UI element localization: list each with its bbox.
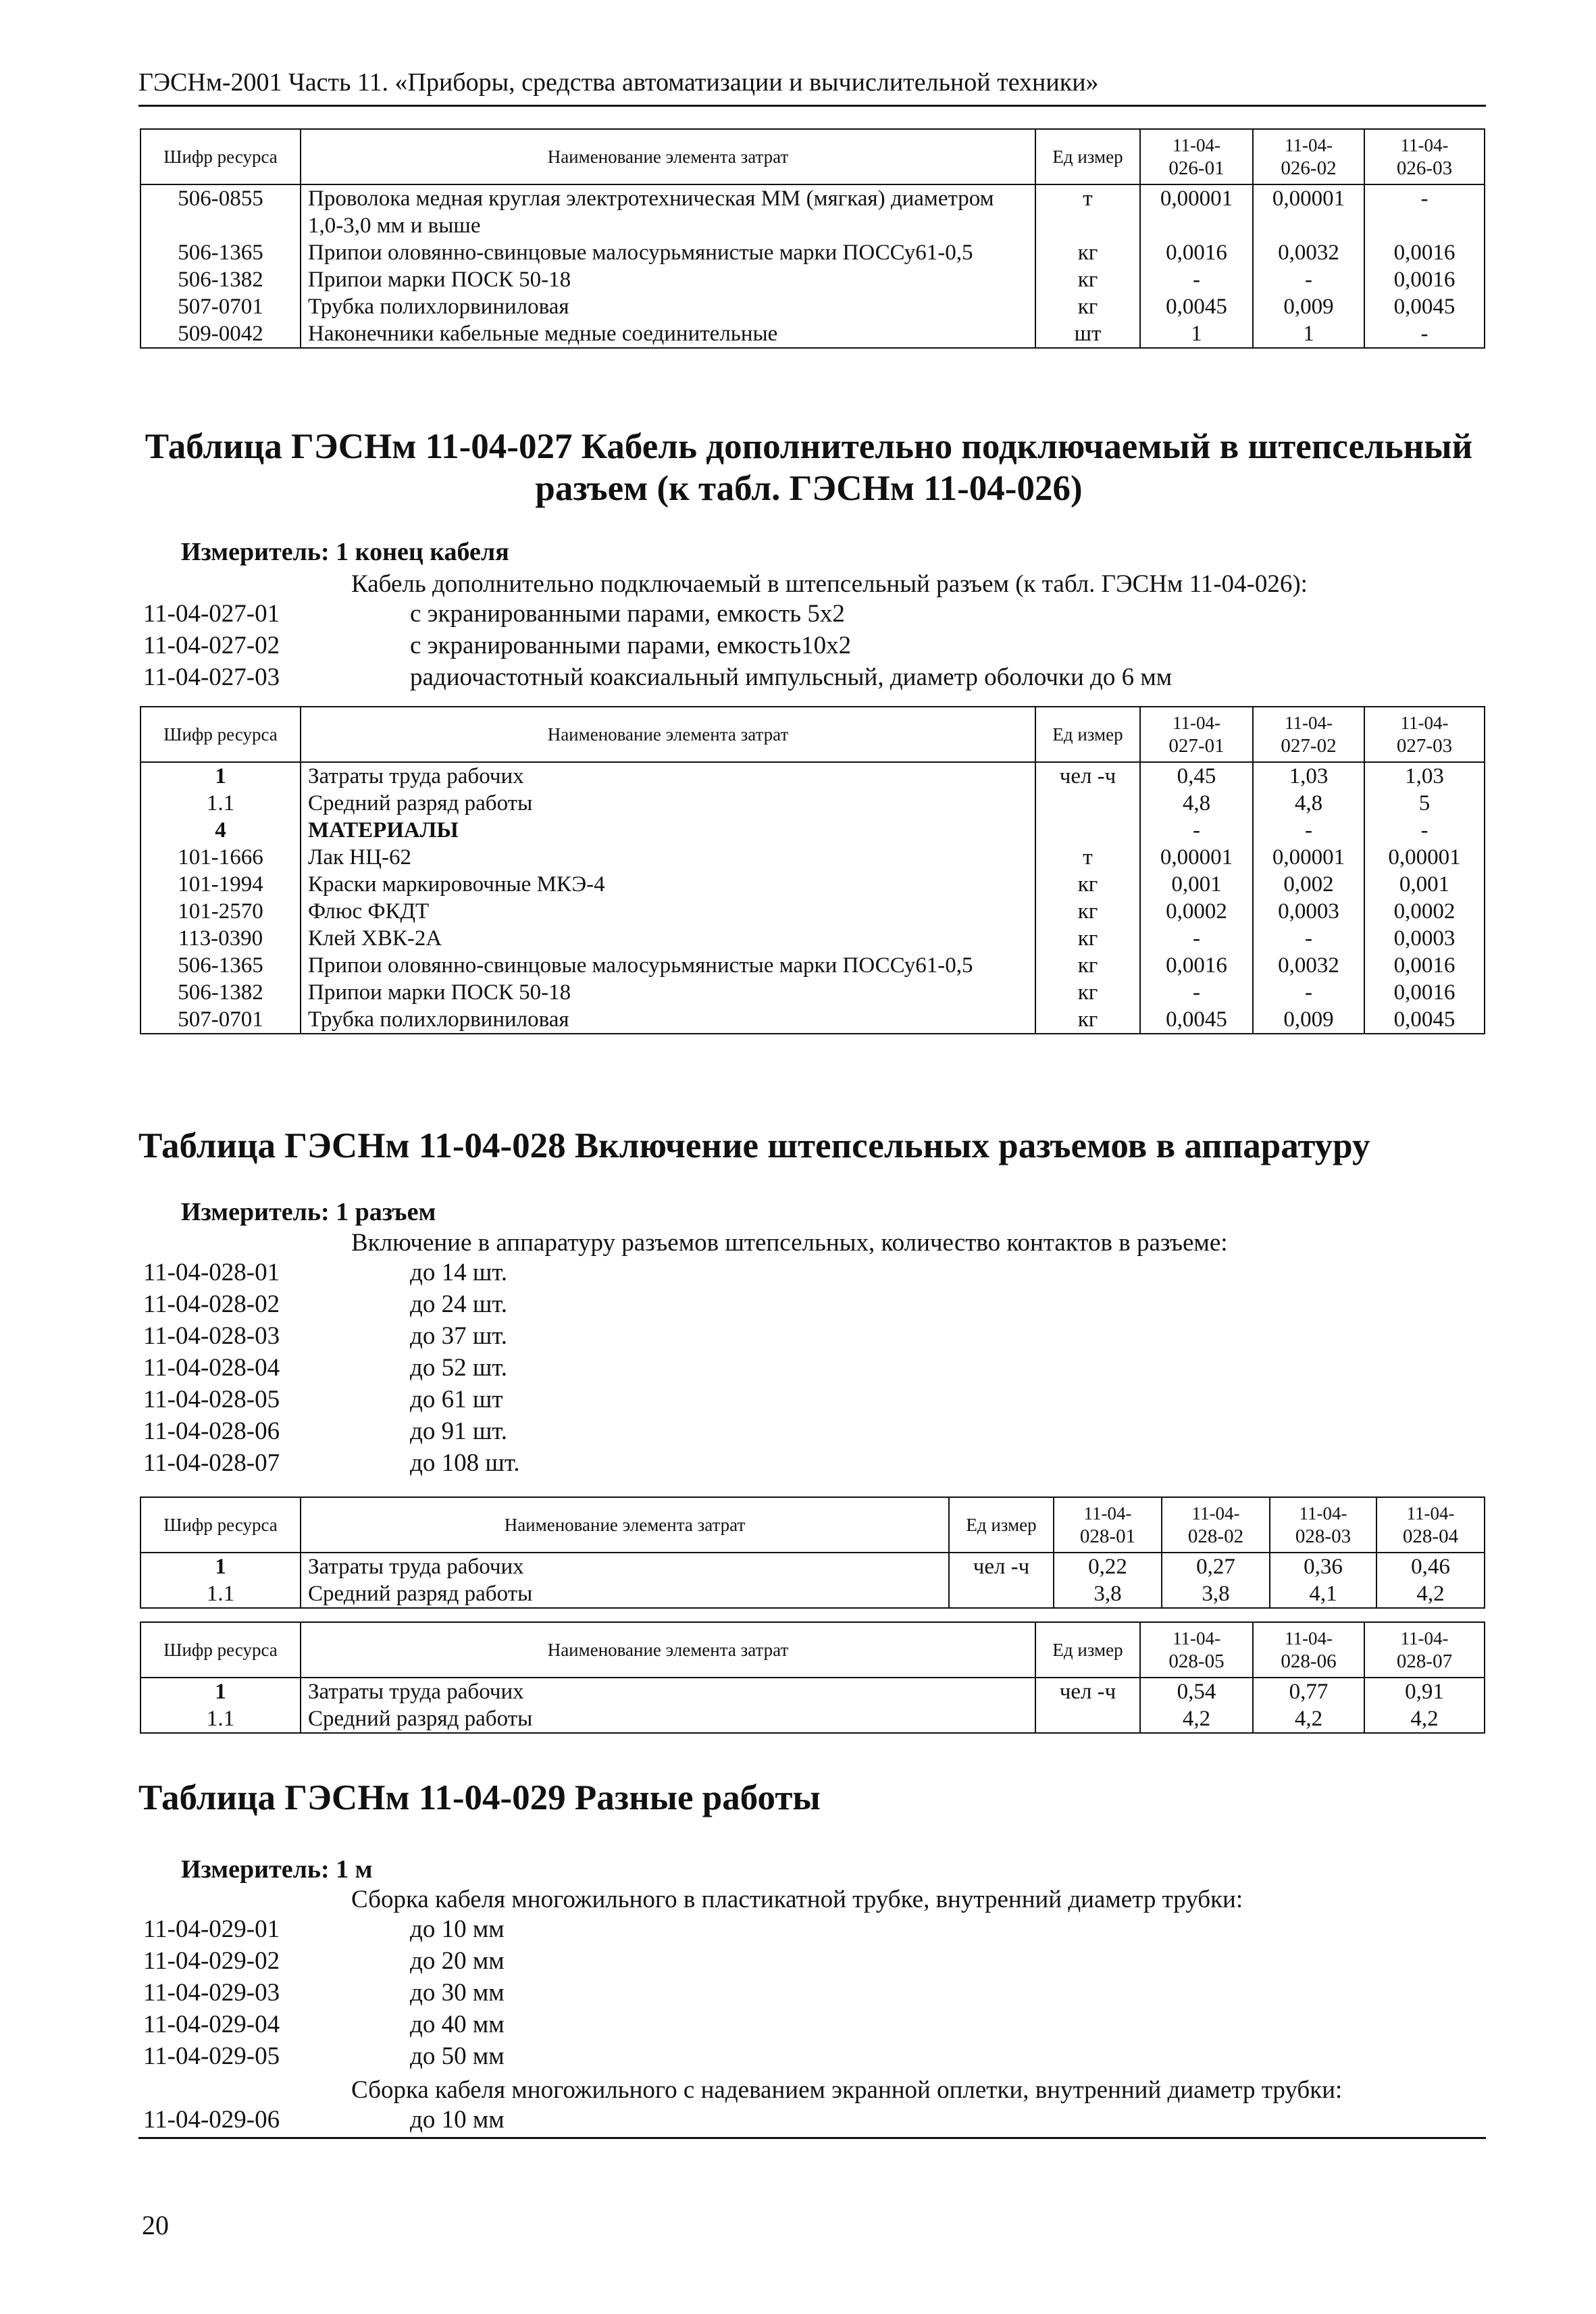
cell-name: Средний разряд работы [301, 1705, 1035, 1733]
col-header-v1 [1140, 129, 1253, 184]
cell-unit: т [1035, 844, 1140, 871]
col-header-code: Шифр ресурса [140, 1622, 301, 1678]
cell-name: Затраты труда рабочих [301, 1553, 949, 1580]
table-row [140, 320, 1485, 348]
col-header-name: Наименование элемента затрат [301, 707, 1035, 762]
cell-value: 1,03 [1364, 762, 1485, 790]
cell-name: МАТЕРИАЛЫ [301, 817, 1035, 844]
table-row [140, 979, 1485, 1006]
col-header-v4-bottom: 028-04 [1402, 1526, 1459, 1547]
col-header-v3-bottom: 028-07 [1396, 1651, 1453, 1672]
col-header-v1 [1140, 1622, 1253, 1678]
col-header-v2-top: 11-04- [1285, 713, 1333, 733]
item-desc: с экранированными парами, емкость10х2 [410, 632, 852, 659]
col-header-name: Наименование элемента затрат [301, 1497, 949, 1553]
cell-code: 4 [140, 817, 301, 844]
col-header-v2 [1162, 1497, 1270, 1553]
cell-unit [1035, 817, 1140, 844]
cell-value: 3,8 [1054, 1580, 1162, 1608]
cell-value: 1,03 [1253, 762, 1364, 790]
col-header-v3-top: 11-04- [1400, 713, 1449, 733]
cell-value: 4,2 [1253, 1705, 1364, 1733]
col-header-v1-bottom: 028-05 [1168, 1651, 1225, 1672]
cell-value: 0,77 [1253, 1678, 1364, 1705]
table-row [140, 790, 1485, 817]
item-code: 11-04-028-05 [143, 1386, 280, 1413]
cell-name: Клей ХВК-2А [301, 925, 1035, 952]
cell-name: Припои оловянно-свинцовые малосурьмянистые марки ПОССу61-0,5 [301, 952, 1035, 979]
cell-value: 0,46 [1376, 1553, 1485, 1580]
cell-name: Затраты труда рабочих [301, 762, 1035, 790]
col-header-unit: Ед измер [1035, 707, 1140, 762]
table-row [140, 952, 1485, 979]
item-code: 11-04-029-02 [143, 1947, 280, 1975]
section-intro-027: Кабель дополнительно подключаемый в штепсельный разъем (к табл. ГЭСНм 11-04-026): [351, 570, 1308, 598]
cell-unit: кг [1035, 266, 1140, 293]
cell-value: 1 [1140, 320, 1253, 348]
item-desc: до 20 мм [410, 1947, 505, 1975]
cell-value: 0,009 [1253, 293, 1364, 320]
col-header-v1-top: 11-04- [1083, 1503, 1132, 1524]
col-header-v3-bottom: 026-03 [1396, 157, 1453, 179]
cell-value: 0,00001 [1140, 844, 1253, 871]
list-item [143, 1288, 519, 1320]
col-header-v3-top: 11-04- [1299, 1503, 1347, 1524]
col-header-code: Шифр ресурса [140, 707, 301, 762]
table-row [140, 762, 1485, 790]
col-header-v2-bottom: 028-06 [1281, 1651, 1337, 1672]
table-028b [140, 1621, 1485, 1734]
cell-value: 0,54 [1140, 1678, 1253, 1705]
cell-name: Припои оловянно-свинцовые малосурьмянистые марки ПОССу61-0,5 [301, 239, 1035, 266]
list-item [143, 1913, 505, 1945]
col-header-v3-bottom: 027-03 [1396, 735, 1453, 757]
table-row [140, 898, 1485, 925]
cell-value: - [1140, 266, 1253, 293]
item-desc: до 40 мм [410, 2011, 505, 2038]
cell-value: 0,45 [1140, 762, 1253, 790]
cell-name: Средний разряд работы [301, 790, 1035, 817]
cell-unit: чел -ч [949, 1553, 1054, 1580]
cell-value: - [1364, 320, 1485, 348]
item-desc: до 50 мм [410, 2042, 505, 2070]
cell-code: 509-0042 [140, 320, 301, 348]
list-item [143, 630, 1172, 661]
cell-value: 0,0032 [1253, 952, 1364, 979]
cell-name: Припои марки ПОСК 50-18 [301, 979, 1035, 1006]
table-row [140, 1678, 1485, 1705]
cell-code: 506-1365 [140, 239, 301, 266]
table-row [140, 1006, 1485, 1034]
cell-value: 0,0045 [1140, 1006, 1253, 1034]
cell-code: 506-1365 [140, 952, 301, 979]
col-header-v3-top: 11-04- [1400, 135, 1449, 155]
code-list-029-2 [143, 2104, 505, 2136]
cell-value: - [1253, 979, 1364, 1006]
item-code: 11-04-029-05 [143, 2042, 280, 2070]
cell-unit: чел -ч [1035, 1678, 1140, 1705]
col-header-v2 [1253, 1622, 1364, 1678]
cell-value: 0,0032 [1253, 239, 1364, 266]
unit-label: Измеритель: [181, 1198, 330, 1226]
table-row [140, 184, 1485, 239]
cell-value: - [1364, 184, 1485, 239]
col-header-v2-bottom: 028-02 [1187, 1526, 1244, 1547]
cell-name: Припои марки ПОСК 50-18 [301, 266, 1035, 293]
table-row [140, 293, 1485, 320]
cell-value: 0,36 [1270, 1553, 1376, 1580]
cell-name: Затраты труда рабочих [301, 1678, 1035, 1705]
cell-value: 0,001 [1140, 871, 1253, 898]
cell-value: - [1253, 266, 1364, 293]
cell-unit: шт [1035, 320, 1140, 348]
cell-value: 0,0045 [1364, 1006, 1485, 1034]
header-rule [138, 105, 1486, 107]
cell-code: 1 [140, 1678, 301, 1705]
cell-name: Лак НЦ-62 [301, 844, 1035, 871]
item-desc: до 30 мм [410, 1979, 505, 2007]
cell-value: 0,0016 [1364, 266, 1485, 293]
col-header-v2-bottom: 027-02 [1281, 735, 1337, 757]
cell-value: 0,00001 [1253, 184, 1364, 239]
cell-unit [1035, 790, 1140, 817]
cell-value: 0,91 [1364, 1678, 1485, 1705]
col-header-code: Шифр ресурса [140, 129, 301, 184]
cell-unit: кг [1035, 979, 1140, 1006]
item-desc: до 52 шт. [410, 1354, 507, 1382]
unit-label: Измеритель: [181, 1855, 330, 1884]
cell-unit [949, 1580, 1054, 1608]
cell-value: 0,27 [1162, 1553, 1270, 1580]
item-code: 11-04-029-01 [143, 1915, 280, 1943]
col-header-v2 [1253, 129, 1364, 184]
col-header-v1 [1054, 1497, 1162, 1553]
item-desc: до 24 шт. [410, 1290, 507, 1318]
cell-value: - [1140, 817, 1253, 844]
page-header: ГЭСНм-2001 Часть 11. «Приборы, средства автоматизации и вычислительной техники» [138, 68, 1099, 97]
item-code: 11-04-029-03 [143, 1979, 280, 2007]
cell-code: 1.1 [140, 790, 301, 817]
unit-value: 1 конец кабеля [336, 538, 509, 566]
item-code: 11-04-028-03 [143, 1322, 280, 1350]
col-header-v2-top: 11-04- [1191, 1503, 1240, 1524]
cell-value: - [1140, 925, 1253, 952]
item-desc: до 91 шт. [410, 1417, 507, 1445]
list-item [143, 598, 1172, 630]
cell-value: - [1253, 817, 1364, 844]
section-intro-028: Включение в аппаратуру разъемов штепсельных, количество контактов в разъеме: [351, 1229, 1228, 1257]
col-header-unit: Ед измер [1035, 129, 1140, 184]
table-row [140, 1553, 1485, 1580]
table-row [140, 844, 1485, 871]
unit-label: Измеритель: [181, 538, 330, 566]
item-code: 11-04-028-06 [143, 1417, 280, 1445]
col-header-v4-top: 11-04- [1406, 1503, 1455, 1524]
cell-value: - [1364, 817, 1485, 844]
list-item [143, 2009, 505, 2040]
cell-value: 3,8 [1162, 1580, 1270, 1608]
cell-value: 0,0003 [1364, 925, 1485, 952]
item-code: 11-04-029-06 [143, 2106, 280, 2134]
item-code: 11-04-027-02 [143, 632, 280, 659]
col-header-v2-top: 11-04- [1285, 135, 1333, 155]
item-code: 11-04-028-02 [143, 1290, 280, 1318]
table-row [140, 266, 1485, 293]
cell-value: 0,0016 [1364, 979, 1485, 1006]
page-number: 20 [142, 2210, 169, 2240]
cell-code: 113-0390 [140, 925, 301, 952]
col-header-v1-top: 11-04- [1173, 1628, 1220, 1649]
cell-value: 0,001 [1364, 871, 1485, 898]
col-header-v3 [1364, 1622, 1485, 1678]
col-header-unit: Ед измер [949, 1497, 1054, 1553]
cell-value: 0,0016 [1140, 239, 1253, 266]
cell-value: 0,0016 [1364, 952, 1485, 979]
col-header-v1-bottom: 027-01 [1168, 735, 1225, 757]
section-intro-029: Сборка кабеля многожильного в пластикатной трубке, внутренний диаметр трубки: [351, 1886, 1243, 1913]
table-027 [140, 706, 1485, 1034]
col-header-name: Наименование элемента затрат [301, 129, 1035, 184]
cell-unit: кг [1035, 293, 1140, 320]
cell-value: 0,009 [1253, 1006, 1364, 1034]
unit-line-029 [181, 1855, 373, 1884]
code-list-029 [143, 1913, 505, 2072]
cell-value: 4,2 [1364, 1705, 1485, 1733]
cell-value: 0,0002 [1140, 898, 1253, 925]
cell-name: Трубка полихлорвиниловая [301, 1006, 1035, 1034]
code-list-028 [143, 1257, 519, 1479]
table-026 [140, 128, 1485, 349]
cell-unit: кг [1035, 1006, 1140, 1034]
list-item [143, 1945, 505, 1977]
cell-value: 4,2 [1376, 1580, 1485, 1608]
cell-value: 0,0016 [1364, 239, 1485, 266]
item-desc: с экранированными парами, емкость 5х2 [410, 600, 845, 628]
col-header-v2-bottom: 026-02 [1281, 157, 1337, 179]
section-title-029: Таблица ГЭСНм 11-04-029 Разные работы [138, 1778, 821, 1817]
cell-unit: кг [1035, 871, 1140, 898]
cell-value: 4,1 [1270, 1580, 1376, 1608]
list-item [143, 1415, 519, 1447]
cell-code: 1.1 [140, 1705, 301, 1733]
cell-value: - [1253, 925, 1364, 952]
cell-value: 0,00001 [1140, 184, 1253, 239]
col-header-v1-bottom: 026-01 [1168, 157, 1225, 179]
cell-code: 101-2570 [140, 898, 301, 925]
cell-value: 5 [1364, 790, 1485, 817]
col-header-v1-top: 11-04- [1173, 135, 1220, 155]
cell-unit: кг [1035, 925, 1140, 952]
cell-value: 0,22 [1054, 1553, 1162, 1580]
col-header-v3 [1364, 129, 1485, 184]
cell-value: 4,8 [1253, 790, 1364, 817]
cell-value: 4,2 [1140, 1705, 1253, 1733]
unit-value: 1 разъем [336, 1198, 436, 1226]
cell-name: Краски маркировочные МКЭ-4 [301, 871, 1035, 898]
item-desc: радиочастотный коаксиальный импульсный, диаметр оболочки до 6 мм [410, 663, 1173, 691]
col-header-v4 [1376, 1497, 1485, 1553]
table-row [140, 817, 1485, 844]
cell-name: Наконечники кабельные медные соединительные [301, 320, 1035, 348]
item-code: 11-04-027-01 [143, 600, 280, 628]
cell-name: Трубка полихлорвиниловая [301, 293, 1035, 320]
col-header-v3 [1364, 707, 1485, 762]
list-item [143, 1352, 519, 1384]
cell-name: Флюс ФКДТ [301, 898, 1035, 925]
list-item [143, 1447, 519, 1479]
cell-value: - [1140, 979, 1253, 1006]
col-header-v3 [1270, 1497, 1376, 1553]
col-header-unit: Ед измер [1035, 1622, 1140, 1678]
cell-code: 101-1666 [140, 844, 301, 871]
cell-value: 0,0003 [1253, 898, 1364, 925]
cell-code: 1 [140, 762, 301, 790]
item-desc: до 37 шт. [410, 1322, 507, 1350]
cell-code: 1 [140, 1553, 301, 1580]
cell-unit: чел -ч [1035, 762, 1140, 790]
list-item [143, 2104, 505, 2136]
col-header-v3-top: 11-04- [1400, 1628, 1449, 1649]
list-item [143, 1384, 519, 1415]
cell-value: 0,0045 [1364, 293, 1485, 320]
cell-unit [1035, 1705, 1140, 1733]
cell-value: 1 [1253, 320, 1364, 348]
cell-value: 0,0045 [1140, 293, 1253, 320]
cell-code: 506-1382 [140, 266, 301, 293]
col-header-v1 [1140, 707, 1253, 762]
table-row [140, 1580, 1485, 1608]
list-item [143, 1977, 505, 2009]
section-title-027: Таблица ГЭСНм 11-04-027 Кабель дополнительно подключаемый в штепсельный разъем (к табл. ГЭСНм 11-04-026) [145, 427, 1473, 508]
section-title-028: Таблица ГЭСНм 11-04-028 Включение штепсельных разъемов в аппаратуру [138, 1126, 1370, 1165]
cell-code: 506-1382 [140, 979, 301, 1006]
cell-value: 4,8 [1140, 790, 1253, 817]
item-code: 11-04-027-03 [143, 663, 280, 691]
cell-value: 0,00001 [1253, 844, 1364, 871]
cell-name: Средний разряд работы [301, 1580, 949, 1608]
cell-name: Проволока медная круглая электротехническая ММ (мягкая) диаметром 1,0-3,0 мм и выше [301, 184, 1035, 239]
list-item [143, 661, 1172, 693]
code-list-027 [143, 598, 1172, 693]
cell-unit: кг [1035, 898, 1140, 925]
list-item [143, 2040, 505, 2072]
table-row [140, 1705, 1485, 1733]
item-desc: до 14 шт. [410, 1259, 507, 1286]
item-desc: до 61 шт [410, 1386, 503, 1413]
col-header-code: Шифр ресурса [140, 1497, 301, 1553]
bottom-rule [138, 2137, 1486, 2139]
unit-value: 1 м [336, 1855, 373, 1884]
col-header-v1-top: 11-04- [1173, 713, 1220, 733]
unit-line-028 [181, 1197, 436, 1227]
cell-unit: т [1035, 184, 1140, 239]
item-code: 11-04-028-01 [143, 1259, 280, 1286]
item-desc: до 10 мм [410, 1915, 505, 1943]
table-row [140, 871, 1485, 898]
table-028a [140, 1496, 1485, 1609]
unit-line-027 [181, 537, 509, 567]
item-code: 11-04-029-04 [143, 2011, 280, 2038]
col-header-v2-top: 11-04- [1285, 1628, 1333, 1649]
item-desc: до 10 мм [410, 2106, 505, 2134]
cell-code: 507-0701 [140, 293, 301, 320]
section-intro-029-2: Сборка кабеля многожильного с надеванием экранной оплетки, внутренний диаметр трубки: [351, 2076, 1343, 2104]
list-item [143, 1320, 519, 1352]
col-header-v1-bottom: 028-01 [1079, 1526, 1136, 1547]
cell-code: 507-0701 [140, 1006, 301, 1034]
cell-unit: кг [1035, 952, 1140, 979]
cell-code: 1.1 [140, 1580, 301, 1608]
cell-code: 101-1994 [140, 871, 301, 898]
cell-value: 0,002 [1253, 871, 1364, 898]
item-code: 11-04-028-07 [143, 1449, 280, 1477]
cell-value: 0,0016 [1140, 952, 1253, 979]
table-row [140, 239, 1485, 266]
cell-unit: кг [1035, 239, 1140, 266]
table-row [140, 925, 1485, 952]
col-header-v3-bottom: 028-03 [1295, 1526, 1352, 1547]
item-code: 11-04-028-04 [143, 1354, 280, 1382]
cell-value: 0,0002 [1364, 898, 1485, 925]
item-desc: до 108 шт. [410, 1449, 520, 1477]
col-header-name: Наименование элемента затрат [301, 1622, 1035, 1678]
list-item [143, 1257, 519, 1288]
cell-value: 0,00001 [1364, 844, 1485, 871]
cell-code: 506-0855 [140, 184, 301, 239]
col-header-v2 [1253, 707, 1364, 762]
